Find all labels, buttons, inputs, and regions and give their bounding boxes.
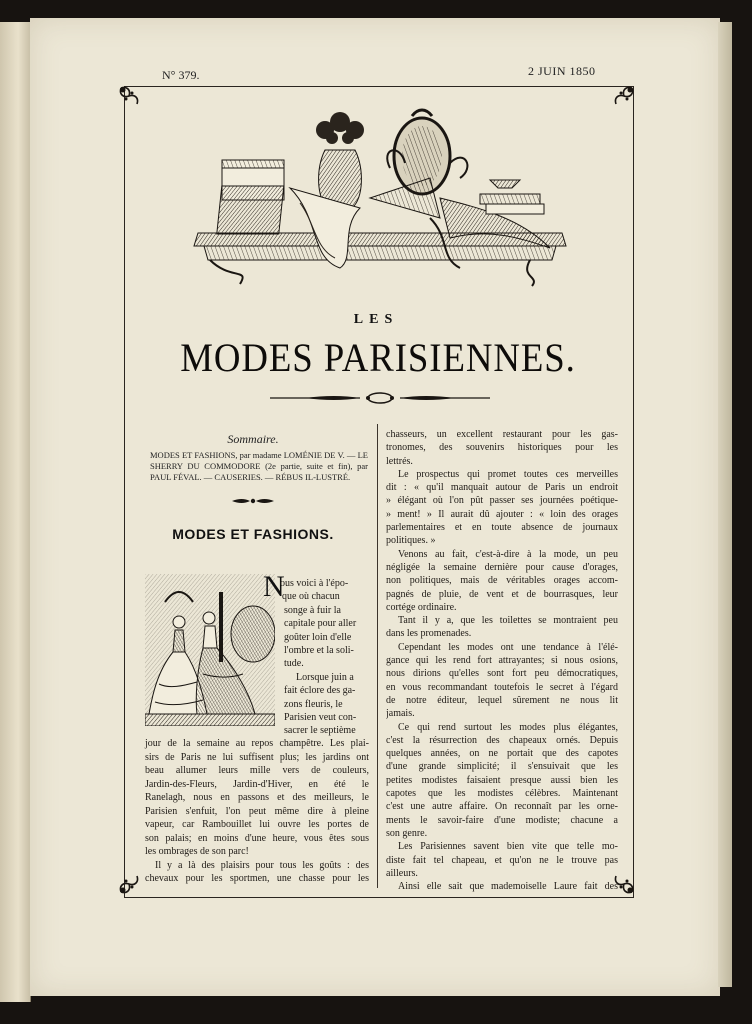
text-line: chasseurs, un excellent restaurant pour les gas- [386,429,618,440]
masthead-title: MODES PARISIENNES. [180,335,576,380]
text-line: son palais; en moins d'une heure, vous êtes sous [145,832,369,844]
text-line: dit : « qu'il manquait autour de Paris un endroit [386,482,618,494]
text-line: Cependant les modes ont une tendance à l'élé- [398,641,618,653]
corner-ornament-icon [117,870,143,896]
text-line: beau allumer leurs mille vers de couleurs, [145,765,369,776]
text-line: Ainsi elle sait que mademoiselle Laure fait des [398,881,618,893]
text-line: nous dirions qu'elles sont fort peu démocratiques, [386,668,618,680]
drop-cap: N [263,570,285,603]
issue-date: 2 JUIN 1850 [528,64,596,78]
text-line: jamais. [386,708,415,720]
corner-ornament-icon [117,84,143,110]
book-spine-left-page [0,22,31,1002]
text-line: que où chacun [282,591,340,603]
text-line: pagnés de pluie, de vent et de bourrasques, leur [386,588,618,600]
text-line: » ment! » Il aurait dû ajouter : « loin des orages [386,508,618,520]
text-line: songe à fuir la [284,604,341,616]
text-line: c'est la résurrection des chapeaux ornés. Depuis [386,734,618,746]
text-line: tronomes, des souvenirs historiques pour les [386,442,618,454]
text-line: sacrer le septième [284,725,356,737]
column-divider [377,424,378,888]
text-line: » élégant où l'on pût passer ses journées poétique- [386,495,618,507]
text-line: Il y a là des plaisirs pour tous les goûts : des [155,859,369,871]
text-line: d'une grande simplicité; il s'ensuivait que les [386,761,618,773]
text-line: dans les promenades. [386,628,472,640]
fashion-plate-illustration [145,574,275,726]
text-line: capitale pour aller [284,618,357,630]
text-line: politiques. » [386,535,436,547]
text-line: Ce qui rend surtout les modes plus élégantes, [398,721,618,733]
text-line: non politiques, mais de véritables orages accom- [386,575,618,587]
text-line: Jardin-des-Fleurs, Jardin-d'Hiver, en été le [145,778,369,790]
text-line: c'est une autre affaire. On reconnaît par les orne- [386,801,618,813]
text-line: chevaux pour les sportmen, une chasse pour les [145,873,369,884]
text-line: ments le savoir-faire d'une modiste; chacune a [386,814,618,826]
masthead-les: LES [353,312,399,327]
text-line: les ombrages de son parc! [145,846,249,857]
text-line: petites modistes faisaient presque aussi bien les [386,774,618,786]
text-line: de notre éditeur, lequel sûrement ne nous lit [386,694,618,706]
title-rule-ornament-icon [265,388,495,408]
text-line: Le prospectus qui promet toutes ces merveilles [398,468,618,480]
sommaire-heading: Sommaire. [227,432,279,446]
text-line: capotes que les modistes célèbres. Maintenant [386,788,618,800]
text-line: son genre. [386,827,428,839]
text-line: Lorsque juin a [296,671,354,683]
text-line: parlementaires et en toute absence de journaux [386,522,618,534]
section-title: MODES ET FASHIONS. [172,526,334,542]
issue-number: N° 379. [162,68,200,82]
text-line: Tant il y a, que les toilettes se montraient peu [398,615,618,627]
text-line: négligée la semaine dernière pour cause d'orages, [386,561,618,573]
text-line: gance qui les rend fort attrayantes; si nous osions, [386,655,618,667]
text-line: quelques années, on ne portait que des capotes [386,748,618,760]
masthead-vignette-engraving [190,108,570,293]
text-line: ailleurs. [386,867,418,879]
text-line: Venons au fait, c'est-à-dire à la mode, un peu [398,548,618,560]
text-line: l'ombre et la soli- [284,645,354,656]
page-edge [718,22,732,987]
text-line: en vous recommandant toutefois le secret à l'égard [386,681,618,693]
text-line: tude. [284,658,304,670]
text-line: sirs de Paris ne lui suffisent plus; les jardins ont [145,751,369,763]
text-line: jour de la semaine au repos champêtre. Les plai- [145,738,369,749]
text-line: Parisien veut con- [284,712,357,723]
text-line: vapeur, car Rambouillet lui ouvre les portes de [145,819,369,830]
text-line: lettrés. [386,455,413,467]
text-line: Les Parisiennes savent bien vite que telle mo- [398,841,618,853]
text-line: Parisien s'enfuit, l'on peut même dire à pleine [145,805,369,817]
text-line: Ranelagh, nous en passons et des meilleurs, le [145,792,369,803]
text-line: fait éclore des ga- [284,685,356,697]
text-line: goûter loin d'elle [284,631,352,643]
sommaire-text: MODES ET FASHIONS, par madame LOMÉNIE DE V. — LE SHERRY DU COMMODORE (2e partie, suite et fin), par PAUL FÉVAL. — CAUSERIES. — RÉBUS IL-LUSTRÉ. [150,450,368,482]
text-line: zons fleuris, le [284,698,343,710]
text-line: diste fait tel chapeau, et qu'on ne le trouve pas [386,854,618,866]
text-line: cortége ordinaire. [386,601,457,613]
text-line: ous voici à l'épo- [280,578,349,589]
section-ornament-icon [230,495,276,507]
right-column-text [386,428,618,893]
corner-ornament-icon [610,84,636,110]
